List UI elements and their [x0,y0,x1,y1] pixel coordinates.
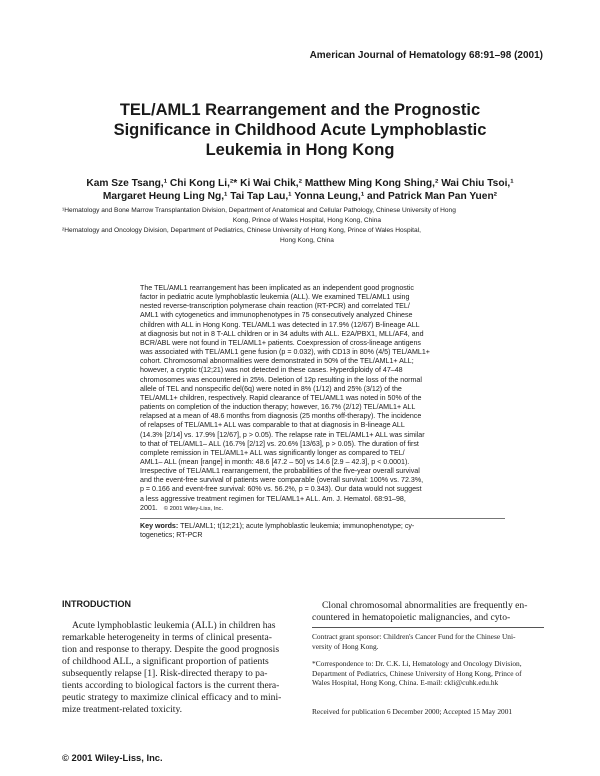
article-title [60,100,540,160]
affiliation-2 [62,226,552,246]
body-line: peutic strategy to maximize clinical efficacy and to mini- [62,692,282,703]
author-line: Margaret Heung Ling Ng,¹ Tai Tap Lau,¹ Yonna Leung,¹ and Patrick Man Pan Yuen² [102,191,498,202]
affiliation-1 [62,206,552,226]
abstract-line: Irrespective of TEL/AML1 rearrangement, the probabilities of the five-year overall survival [140,467,420,476]
body-line: tion and response to therapy. Despite the good prognosis [62,644,280,655]
grant-footnote [312,632,548,651]
abstract-copyright: © 2001 Wiley-Liss, Inc. [163,505,224,512]
body-line: mize treatment-related toxicity. [62,704,183,715]
keywords-text: TEL/AML1; t(12;21); acute lymphoblastic leukemia; immunophenotype; cy- [180,521,415,530]
body-line: Acute lymphoblastic leukemia (ALL) in children has [72,620,276,631]
title-line: TEL/AML1 Rearrangement and the Prognostic [119,101,481,119]
received-line: Received for publication 6 December 2000; Accepted 15 May 2001 [312,707,513,716]
abstract-line: factor in pediatric acute lymphoblastic leukemia (ALL). We examined TEL/AML1 using [140,293,410,302]
abstract-final-line [140,504,505,514]
abstract-line: (14.3% [2/14] vs. 17.9% [12/67], p > 0.05). The relapse rate in TEL/AML1+ ALL was similar [140,430,425,439]
abstract-line: to that of TEL/AML1– ALL (16.7% [2/12] vs. 20.6% [13/63], p > 0.05). The duration of first [140,439,419,448]
keywords [140,522,505,540]
keywords-line [140,522,505,531]
abstract-line: nested reverse-transcription polymerase chain reaction (RT-PCR) and correlated TEL/ [140,302,410,311]
abstract-text [140,284,505,504]
abstract-line: however, a cryptic t(12;21) was not detected in these cases. Hyperdiploidy of 47–48 [140,366,403,375]
author-line: Kam Sze Tsang,¹ Chi Kong Li,²* Ki Wai Chik,² Matthew Ming Kong Shing,² Wai Chiu Tsoi,¹ [86,178,514,189]
affiliation-line: Hong Kong, China [280,237,334,244]
abstract-line: p = 0.166 and event-free survival: 60% vs. 56.2%, p = 0.343). Our data would not suggest [140,485,422,494]
footnote-line: versity of Hong Kong. [312,641,379,651]
abstract-line: was associated with TEL/AML1 gene fusion (p = 0.032), with CD13 in 80% (4/5) TEL/AML1+ [140,348,430,357]
body-line: remarkable heterogeneity in terms of clinical presenta- [62,632,272,643]
body-line: subsequently relapse [1]. Risk-directed therapy to pa- [62,668,268,679]
body-line: Clonal chromosomal abnormalities are frequently en- [322,600,528,611]
keywords-label: Key words: [140,521,179,530]
abstract-line: AML1– ALL (mean [range] in month: 48.6 [47.2 – 50] vs 14.6 [2.9 – 42.3], p < 0.0001). [140,457,410,466]
abstract-line: allele of TEL and nonspecific del(6q) were noted in 8% (1/12) and 25% (3/12) of the [140,384,402,393]
abstract-line: children with ALL in Hong Kong. TEL/AML1 was detected in 17.9% (12/67) B-lineage ALL [140,320,420,329]
abstract-line: a less aggressive treatment regimen for TEL/AML1+ ALL. Am. J. Hematol. 68:91–98, [140,494,406,503]
affiliation-line: ²Hematology and Oncology Division, Department of Pediatrics, Chinese University of Hong Kong, Prince of Wales Hospital, [62,227,421,234]
abstract-line: cohort. Chromosomal abnormalities were demonstrated in 50% of the TEL/AML1+ ALL; [140,357,414,366]
section-heading-introduction: INTRODUCTION [62,599,131,609]
affiliation-line: ¹Hematology and Bone Marrow Transplantation Division, Department of Anatomical and Cellular Pathology, Chinese University of Hong [62,207,456,214]
affiliation-line: Kong, Prince of Wales Hospital, Hong Kong, China [232,217,382,224]
abstract-line: at diagnosis but not in 8 T-ALL children or in 34 adults with ALL. E2A/PBX1, MLL/AF4, and [140,329,424,338]
body-line: of childhood ALL, a significant proportion of patients [62,656,269,667]
abstract-line: AML1 with cytogenetics and immunophenotypes in 75 consecutively analyzed Chinese [140,311,413,320]
abstract-divider [140,518,505,519]
footnote-line: Contract grant sponsor: Children's Cancer Fund for the Chinese Uni- [312,632,516,641]
keywords-line: togenetics; RT-PCR [140,531,203,540]
abstract-line: The TEL/AML1 rearrangement has been implicated as an independent good prognostic [140,284,414,292]
abstract-line: complete remission in TEL/AML1+ ALL was significantly longer as compared to TEL/ [140,448,405,457]
correspondence-footnote [312,659,548,688]
title-line: Leukemia in Hong Kong [205,141,395,159]
abstract-line: TEL/AML1+ children, respectively. Rapid clearance of TEL/AML1 was noted in 50% of the [140,393,422,402]
footnote-line: *Correspondence to: Dr. C.K. Li, Hematology and Oncology Division, [312,659,522,668]
right-column-body [312,600,544,624]
author-list [60,177,540,203]
body-line: tients according to biological factors is the current thera- [62,680,280,691]
footnote-divider [312,627,544,628]
abstract-line: chromosomes was encountered in 25%. Deletion of 12p resulting in the loss of the normal [140,375,422,384]
introduction-body [62,620,294,716]
footnote-line: Wales Hospital, Hong Kong, China. E-mail: ckli@cuhk.edu.hk [312,678,499,687]
abstract-line: relapsed at a mean of 48.6 months from diagnosis (25 months off-therapy). The incidence [140,412,422,421]
abstract-line: of relapses of TEL/AML1+ ALL was comparable to that at diagnosis in B-lineage ALL [140,421,405,430]
footer-copyright: © 2001 Wiley-Liss, Inc. [62,752,163,763]
journal-citation: American Journal of Hematology 68:91–98 (2001) [309,50,543,61]
abstract-year: 2001. [140,503,158,512]
abstract-line: BCR/ABL were not found in TEL/AML1+ patients. Coexpression of cross-lineage antigens [140,338,421,347]
footnote-line: Department of Pediatrics, Chinese University of Hong Kong, Prince of [312,668,522,678]
abstract-line: and the event-free survival of patients were comparable (overall survival: 100% vs. 72.3%, [140,476,424,485]
abstract-line: patients on completion of the induction therapy; however, 16.7% (2/12) TEL/AML1+ ALL [140,403,416,412]
received-note [312,707,548,717]
abstract [140,284,505,540]
title-line: Significance in Childhood Acute Lymphoblastic [113,121,487,139]
body-line: countered in hematopoietic malignancies, and cyto- [312,612,511,623]
